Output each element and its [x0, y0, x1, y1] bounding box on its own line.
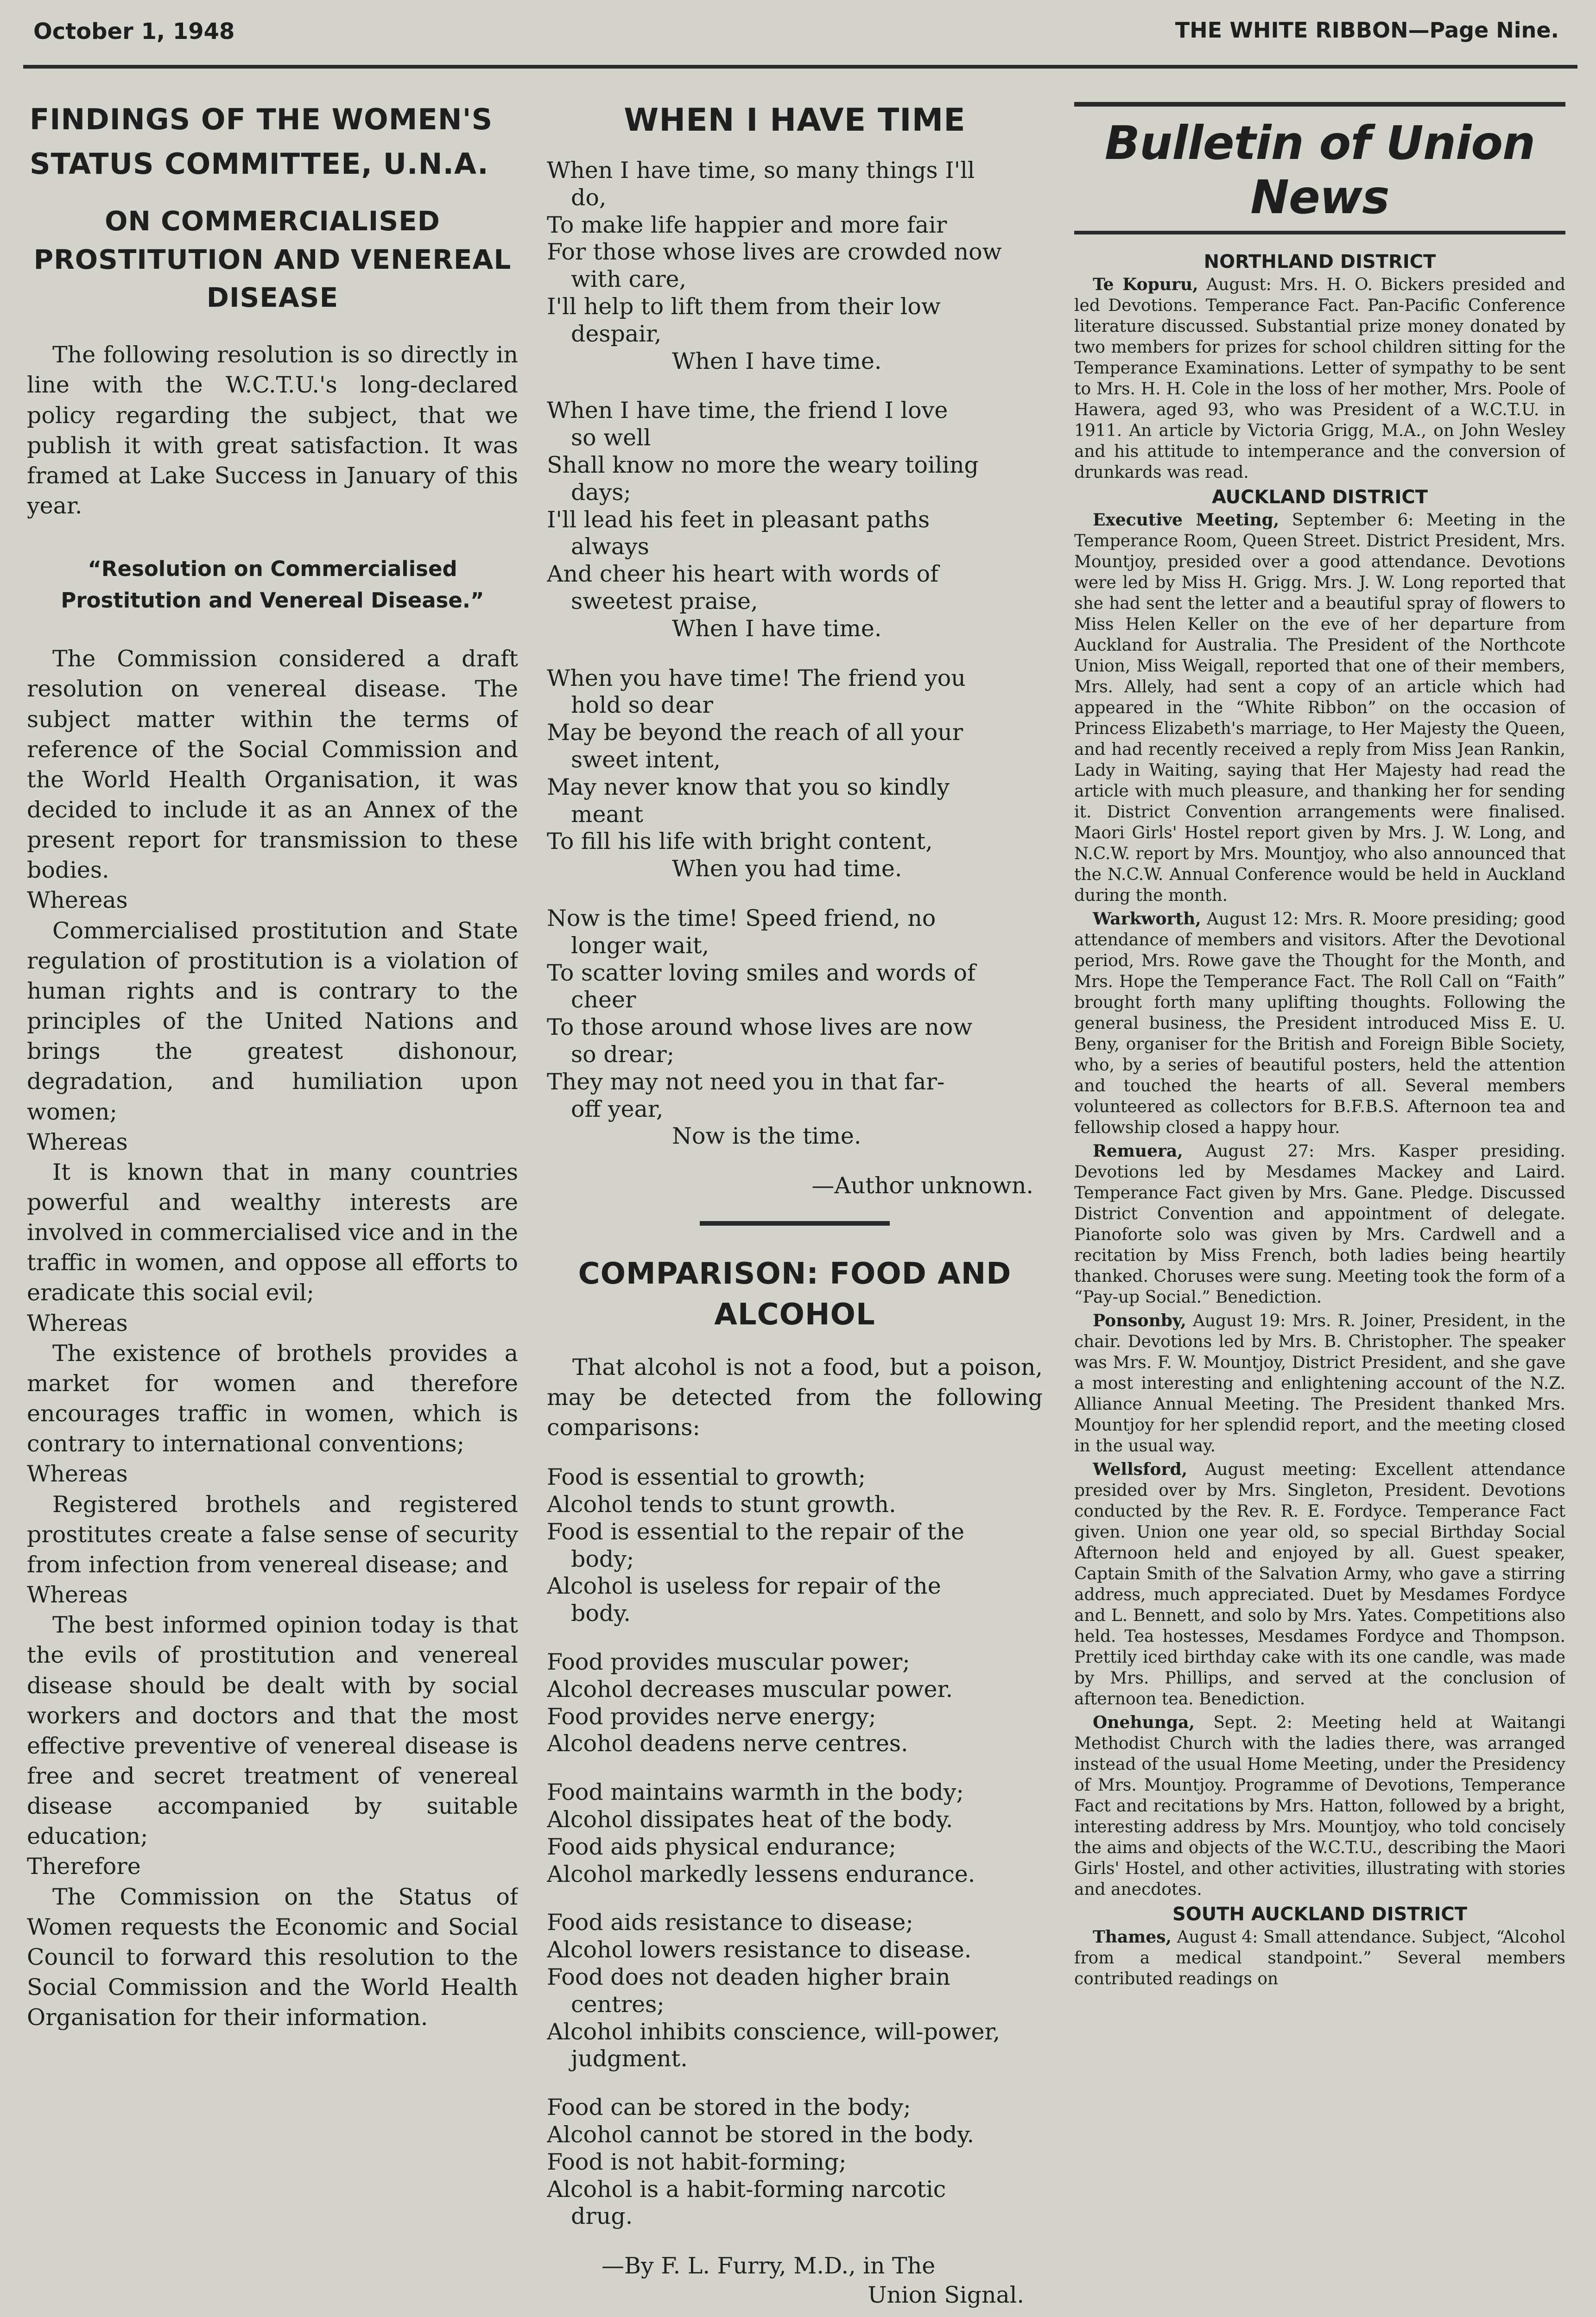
- poem-line: And cheer his heart with words of: [547, 561, 939, 588]
- section-divider: [700, 1221, 890, 1226]
- comparison-group: [547, 1464, 1043, 1627]
- article-title-findings: FINDINGS OF THE WOMEN'S STATUS COMMITTEE, U.N.A.: [30, 102, 493, 181]
- whereas-label: Whereas: [27, 1582, 128, 1608]
- article-subtitle: ON COMMERCIALISED PROSTITUTION AND VENEREAL DISEASE: [33, 205, 512, 313]
- report-text: August meeting: Excellent attendance presided over by Mrs. Singleton, President. Devotions conducted by the Rev. R. E. Fordyce. Temperance Fact given. Union one year old, so special Birthday Social Afternoon held and enjoyed by all. Guest speaker, Captain Smith of the Salvation Army, who gave a stirring address, much appreciated. Duet by Mesdames Fordyce and L. Bennett, and solo by Mrs. Yates. Competitions also held. Tea hostesses, Mesdames Fordyce and Thompson. Prettily iced birthday cake with its one candle, was made by Mrs. Phillips, and served at the conclusion of afternoon tea. Benediction.: [1074, 1460, 1565, 1709]
- comparison-line: Food aids physical endurance;: [547, 1833, 897, 1860]
- poem-line: days;: [571, 479, 631, 506]
- district-heading: NORTHLAND DISTRICT: [1203, 251, 1436, 272]
- comparison-line: centres;: [571, 1991, 665, 2018]
- poem-line: do,: [571, 184, 607, 211]
- comparison-line: Food is essential to the repair of the: [547, 1518, 965, 1545]
- comparison-line: body.: [571, 1600, 631, 1627]
- poem-line: May never know that you so kindly: [547, 773, 950, 800]
- comparison-line: Food can be stored in the body;: [547, 2094, 911, 2121]
- comparison-line: Alcohol lowers resistance to disease.: [547, 1937, 972, 1963]
- header-rule: [23, 65, 1577, 69]
- issue-date: October 1, 1948: [33, 19, 235, 44]
- poem-stanza: [547, 665, 1043, 883]
- bulletin-rule-top: [1074, 102, 1565, 107]
- whereas-label: Whereas: [27, 1128, 128, 1155]
- poem-line: meant: [571, 801, 643, 828]
- union-report: [1074, 1141, 1565, 1308]
- comparison-line: Alcohol dissipates heat of the body.: [547, 1806, 953, 1833]
- comparison-list: [547, 1464, 1043, 2230]
- poem-stanza: [547, 905, 1043, 1150]
- article-intro: The following resolution is so directly in line with the W.C.T.U.'s long-declared policy regarding the subject, that we publish it with great satisfaction. It was framed at Lake Success in January of this year.: [27, 342, 518, 519]
- union-name: Executive Meeting,: [1093, 510, 1279, 530]
- poem-line: so well: [571, 424, 651, 451]
- comparison-group: [547, 1649, 1043, 1758]
- comparison-line: body;: [571, 1545, 634, 1572]
- union-report: [1074, 1459, 1565, 1709]
- column-bulletin: [1074, 83, 1565, 2317]
- poem-attribution: —Author unknown.: [811, 1172, 1033, 1199]
- comparison-group: [547, 1779, 1043, 1888]
- paragraph: The best informed opinion today is that the evils of prostitution and venereal disease should be dealt with by social workers and doctors and that the most effective preventive of venereal disease is free and secret treatment of venereal disease accompanied by suitable education;: [27, 1612, 518, 1850]
- column-poem-comparison: [547, 83, 1043, 2317]
- poem-refrain: Now is the time.: [672, 1123, 861, 1150]
- union-name: Warkworth,: [1093, 909, 1201, 929]
- poem-line: When you have time! The friend you: [547, 665, 966, 691]
- comparison-line: Alcohol is useless for repair of the: [547, 1573, 941, 1600]
- poem-line: To those around whose lives are now: [547, 1014, 973, 1041]
- comparison-line: Food aids resistance to disease;: [547, 1909, 913, 1936]
- comparison-line: Food is not habit-forming;: [547, 2148, 847, 2175]
- union-name: Te Kopuru,: [1093, 275, 1198, 294]
- comparison-line: Food provides muscular power;: [547, 1648, 910, 1675]
- comparison-line: drug.: [571, 2203, 633, 2230]
- whereas-label: Whereas: [27, 887, 128, 914]
- paragraph: The Commission on the Status of Women requests the Economic and Social Council to forward this resolution to the Social Commission and the World Health Organisation for their information.: [27, 1883, 518, 2031]
- union-name: Ponsonby,: [1093, 1311, 1186, 1330]
- comparison-line: Alcohol cannot be stored in the body.: [547, 2121, 975, 2148]
- union-report: [1074, 274, 1565, 483]
- poem-line: When I have time, the friend I love: [547, 397, 948, 424]
- poem-title: WHEN I HAVE TIME: [624, 102, 966, 139]
- poem-refrain: When you had time.: [672, 855, 902, 882]
- comparison-line: Alcohol deadens nerve centres.: [547, 1730, 908, 1757]
- poem-stanza: [547, 397, 1043, 642]
- poem-line: so drear;: [571, 1041, 675, 1068]
- poem: [547, 157, 1043, 1150]
- resolution-heading: “Resolution on Commercialised Prostitution and Venereal Disease.”: [61, 557, 484, 613]
- poem-line: To fill his life with bright content,: [547, 828, 933, 855]
- poem-line: Shall know no more the weary toiling: [547, 451, 979, 478]
- byline-line: Union Signal.: [868, 2281, 1024, 2308]
- union-name: Wellsford,: [1093, 1460, 1188, 1479]
- poem-line: hold so dear: [571, 692, 713, 719]
- comparison-line: Alcohol markedly lessens endurance.: [547, 1861, 975, 1887]
- whereas-label: Whereas: [27, 1461, 128, 1488]
- comparison-line: Alcohol is a habit-forming narcotic: [547, 2176, 946, 2203]
- union-name: Thames,: [1093, 1927, 1172, 1947]
- poem-line: When I have time, so many things I'll: [547, 157, 975, 184]
- comparison-line: Food is essential to growth;: [547, 1464, 866, 1491]
- poem-line: I'll help to lift them from their low: [547, 293, 941, 320]
- union-report: [1074, 1927, 1565, 1989]
- paragraph: Commercialised prostitution and State regulation of prostitution is a violation of human rights and is contrary to the principles of the United Nations and brings the greatest dishonour, degradation, and humiliation upon women;: [27, 917, 518, 1125]
- poem-line: longer wait,: [571, 932, 709, 959]
- comparison-group: [547, 1909, 1043, 2073]
- publication-page-label: THE WHITE RIBBON—Page Nine.: [1175, 18, 1559, 43]
- union-name: Remuera,: [1093, 1141, 1183, 1161]
- poem-line: sweetest praise,: [571, 588, 758, 614]
- union-report: [1074, 1310, 1565, 1456]
- poem-line: cheer: [571, 987, 636, 1013]
- comparison-intro: That alcohol is not a food, but a poison, may be detected from the following comparisons:: [547, 1354, 1043, 1441]
- poem-line: Now is the time! Speed friend, no: [547, 905, 936, 931]
- poem-line: always: [571, 533, 649, 560]
- union-report: [1074, 909, 1565, 1138]
- poem-line: For those whose lives are crowded now: [547, 239, 1002, 266]
- comparison-line: Food maintains warmth in the body;: [547, 1779, 964, 1806]
- report-text: Sept. 2: Meeting held at Waitangi Methodist Church with the ladies there, was arranged instead of the usual Home Meeting, under the Presidency of Mrs. Mountjoy. Programme of Devotions, Temperance Fact and recitations by Mrs. Hatton, followed by a bright, interesting address by Mrs. Mountjoy, who told concisely the aims and objects of the W.C.T.U., describing the Maori Girls' Hostel, and other activities, illustrating with stories and anecdotes.: [1074, 1713, 1565, 1899]
- column-findings: [27, 83, 518, 2317]
- comparison-line: Alcohol inhibits conscience, will-power,: [547, 2018, 1001, 2045]
- comparison-line: Alcohol decreases muscular power.: [547, 1676, 953, 1703]
- district-heading: AUCKLAND DISTRICT: [1211, 487, 1428, 508]
- poem-line: off year,: [571, 1095, 664, 1122]
- report-text: August: Mrs. H. O. Bickers presided and led Devotions. Temperance Fact. Pan-Pacific Conference literature discussed. Substantial prize money donated by two members for prizes for school children sitting for the Temperance Examinations. Letter of sympathy to be sent to Mrs. H. H. Cole in the loss of her mother, Mrs. Poole of Hawera, aged 93, who was President of a W.C.T.U. in 1911. An article by Victoria Grigg, M.A., on John Wesley and his attitude to intemperance and the conversion of drunkards was read.: [1074, 275, 1565, 482]
- comparison-line: Alcohol tends to stunt growth.: [547, 1491, 896, 1518]
- report-text: August 12: Mrs. R. Moore presiding; good attendance of members and visitors. After the Devotional period, Mrs. Rowe gave the Thought for the Month, and Mrs. Hope the Temperance Fact. The Roll Call on “Faith” brought forth many uplifting thoughts. Following the general business, the President introduced Miss E. U. Beny, organiser for the British and Foreign Bible Society, who, by a series of beautiful posters, held the attention and touched the hearts of all. Several members volunteered as collectors for B.F.B.S. Afternoon tea and fellowship closed a happy hour.: [1074, 910, 1565, 1137]
- poem-line: sweet intent,: [571, 746, 721, 773]
- report-text: August 27: Mrs. Kasper presiding. Devotions led by Mesdames Mackey and Laird. Temperance Fact given by Mrs. Gane. Pledge. Discussed District Convention and appointment of delegate. Pianoforte solo was given by Mrs. Cardwell and a recitation by Miss French, both ladies being heartily thanked. Choruses were sung. Meeting took the form of a “Pay-up Social.” Benediction.: [1074, 1142, 1565, 1307]
- bulletin-title: Bulletin of Union News: [1104, 116, 1535, 224]
- poem-line: They may not need you in that far-: [547, 1068, 945, 1095]
- union-name: Onehunga,: [1093, 1713, 1195, 1732]
- poem-line: I'll lead his feet in pleasant paths: [547, 506, 930, 533]
- union-report: [1074, 510, 1565, 906]
- comparison-line: judgment.: [571, 2045, 688, 2072]
- poem-line: To scatter loving smiles and words of: [547, 959, 976, 986]
- poem-line: To make life happier and more fair: [547, 211, 947, 238]
- byline-line: —By F. L. Furry, M.D., in The: [602, 2253, 936, 2279]
- poem-refrain: When I have time.: [672, 348, 882, 374]
- report-text: August 19: Mrs. R. Joiner, President, in the chair. Devotions led by Mrs. B. Christopher. The speaker was Mrs. F. W. Mountjoy, District President, and she gave a most interesting and enlightening account of the N.Z. Alliance Annual Meeting. The President thanked Mrs. Mountjoy for her splendid report, and the meeting closed in the usual way.: [1074, 1311, 1565, 1456]
- therefore-label: Therefore: [27, 1853, 141, 1880]
- union-report: [1074, 1712, 1565, 1900]
- comparison-line: Food does not deaden higher brain: [547, 1963, 950, 1990]
- comparison-title: COMPARISON: FOOD AND ALCOHOL: [578, 1257, 1012, 1332]
- poem-refrain: When I have time.: [672, 615, 882, 642]
- poem-line: May be beyond the reach of all your: [547, 719, 963, 746]
- district-heading: SOUTH AUCKLAND DISTRICT: [1172, 1904, 1468, 1925]
- bulletin-rule-bottom: [1074, 231, 1565, 234]
- poem-stanza: [547, 157, 1043, 375]
- paragraph: Registered brothels and registered prostitutes create a false sense of security from infection from venereal disease; and: [27, 1491, 518, 1578]
- report-text: September 6: Meeting in the Temperance Room, Queen Street. District President, Mrs. Mountjoy, presided over a good attendance. Devotions were led by Miss H. Grigg. Mrs. J. W. Long reported that she had sent the letter and a beautiful spray of flowers to Miss Helen Keller on the eve of her departure from Auckland for Australia. The President of the Northcote Union, Miss Weigall, reported that one of their members, Mrs. Allely, had sent a copy of an article which had appeared in the “White Ribbon” on the occasion of Princess Elizabeth's marriage, to Her Majesty the Queen, and had recently received a reply from Miss Jean Rankin, Lady in Waiting, saying that Her Majesty had read the article with much pleasure, and thanking her for sending it. District Convention arrangements were finalised. Maori Girls' Hostel report given by Mrs. J. W. Long, and N.C.W. report by Mrs. Mountjoy, who also announced that the N.C.W. Annual Conference would be held in Auckland during the month.: [1074, 511, 1565, 905]
- paragraph: The existence of brothels provides a market for women and therefore encourages traffic in women, which is contrary to international conventions;: [27, 1340, 518, 1457]
- poem-line: with care,: [571, 266, 687, 293]
- paragraph: It is known that in many countries powerful and wealthy interests are involved in commercialised vice and in the traffic in women, and oppose all efforts to eradicate this social evil;: [27, 1158, 518, 1306]
- comparison-byline: [602, 2252, 1043, 2310]
- comparison-line: Food provides nerve energy;: [547, 1703, 876, 1730]
- comparison-group: [547, 2094, 1043, 2230]
- poem-line: despair,: [571, 320, 662, 347]
- paragraph: The Commission considered a draft resolution on venereal disease. The subject matter within the terms of reference of the Social Commission and the World Health Organisation, it was decided to include it as an Annex of the present report for transmission to these bodies.: [27, 646, 518, 884]
- report-text: August 4: Small attendance. Subject, “Alcohol from a medical standpoint.” Several members contributed readings on: [1074, 1928, 1565, 1988]
- whereas-label: Whereas: [27, 1310, 128, 1336]
